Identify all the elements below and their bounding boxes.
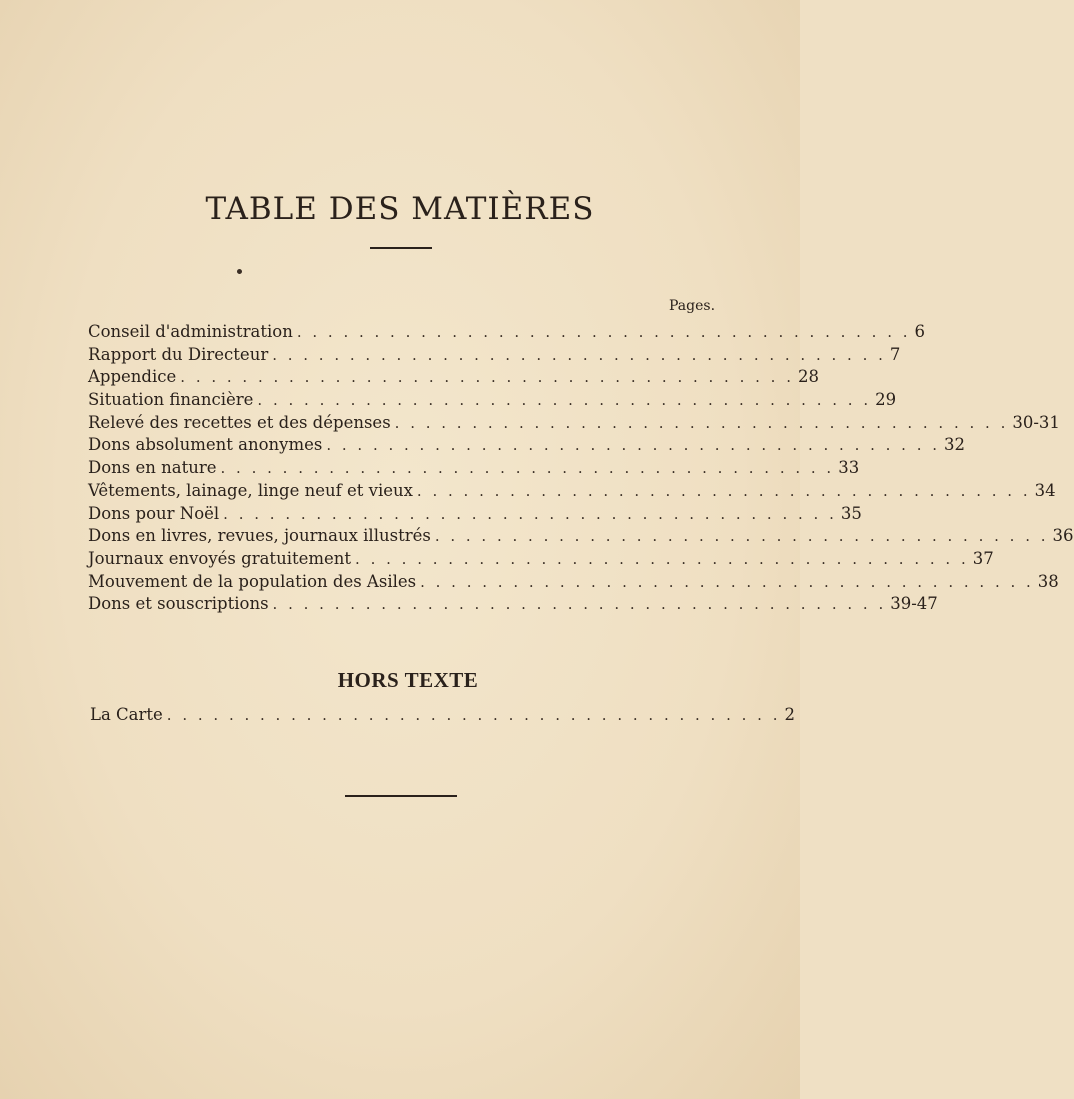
toc-entry-page: 33 [838, 458, 860, 478]
ink-speck [236, 268, 243, 275]
dot-leader: . . . . . . . . . . . . . . . . . . . . . . . . . . . . . . . . . . . . . . . . [416, 481, 1031, 500]
dot-leader: . . . . . . . . . . . . . . . . . . . . . . . . . . . . . . . . . . . . . . . . [355, 549, 969, 568]
toc-entry [90, 704, 795, 727]
toc-entry-page: 32 [944, 435, 966, 455]
dot-leader: . . . . . . . . . . . . . . . . . . . . . . . . . . . . . . . . . . . . . . . . [296, 323, 911, 341]
toc-entry-title: Conseil d'administration [88, 322, 293, 341]
toc-entry-title: Rapport du Directeur [88, 344, 269, 364]
toc-entry-title: Dons en nature [88, 458, 217, 478]
closing-rule [345, 795, 457, 797]
dot-leader: . . . . . . . . . . . . . . . . . . . . . . . . . . . . . . . . . . . . . . . . [420, 572, 1034, 591]
toc-entry-title: Mouvement de la population des Asiles [88, 571, 417, 591]
toc-entry [88, 434, 966, 457]
toc-entry [88, 389, 897, 412]
dot-leader: . . . . . . . . . . . . . . . . . . . . . . . . . . . . . . . . . . . . . . . . [257, 391, 872, 410]
dot-leader: . . . . . . . . . . . . . . . . . . . . . . . . . . . . . . . . . . . . . . . . [220, 459, 835, 478]
toc-entry-page: 28 [797, 367, 819, 387]
table-of-contents [88, 321, 1074, 616]
toc-entry-page: 36 [1052, 526, 1074, 546]
toc-entry [88, 412, 1060, 435]
dot-leader: . . . . . . . . . . . . . . . . . . . . . . . . . . . . . . . . . . . . . . . . [180, 368, 794, 387]
toc-entry-title: La Carte [90, 705, 163, 724]
dot-leader: . . . . . . . . . . . . . . . . . . . . . . . . . . . . . . . . . . . . . . . . [394, 413, 1009, 432]
toc-entry [88, 480, 1056, 503]
toc-entry-page: 29 [875, 390, 897, 410]
toc-entry-title: Dons en livres, revues, journaux illustrés [88, 526, 431, 546]
pages-column-header: Pages. [669, 298, 716, 314]
toc-entry-page: 30-31 [1012, 412, 1060, 432]
toc-entry-page: 34 [1034, 480, 1056, 500]
toc-entry [88, 344, 901, 367]
dot-leader: . . . . . . . . . . . . . . . . . . . . . . . . . . . . . . . . . . . . . . . . [272, 345, 886, 364]
page-title: TABLE DES MATIÈRES [205, 190, 595, 227]
toc-entry [88, 321, 926, 344]
toc-entry-page: 35 [840, 503, 862, 523]
toc-entry [88, 503, 862, 526]
toc-entry-title: Vêtements, lainage, linge neuf et vieux [88, 480, 413, 500]
dot-leader: . . . . . . . . . . . . . . . . . . . . . . . . . . . . . . . . . . . . . . . . [434, 527, 1049, 546]
toc-entry-title: Situation financière [88, 390, 254, 410]
toc-entry [88, 571, 1059, 594]
toc-entry [88, 548, 994, 571]
toc-entry-page: 37 [972, 548, 994, 568]
toc-entry-page: 38 [1037, 571, 1059, 591]
toc-entry-title: Appendice [88, 367, 177, 387]
dot-leader: . . . . . . . . . . . . . . . . . . . . . . . . . . . . . . . . . . . . . . . . [166, 706, 781, 724]
toc-entry-title: Dons pour Noël [88, 503, 220, 523]
hors-texte-heading: HORS TEXTE [337, 668, 479, 693]
toc-entry-page: 7 [889, 344, 901, 364]
dot-leader: . . . . . . . . . . . . . . . . . . . . . . . . . . . . . . . . . . . . . . . . [326, 436, 941, 455]
toc-entry-page: 2 [784, 705, 795, 724]
toc-entry-title: Relevé des recettes et des dépenses [88, 412, 391, 432]
hors-texte-list [90, 704, 795, 727]
toc-entry-title: Dons absolument anonymes [88, 435, 323, 455]
toc-entry [88, 366, 819, 389]
toc-entry-title: Dons et souscriptions [88, 594, 269, 614]
title-rule [370, 247, 432, 249]
toc-entry-title: Journaux envoyés gratuitement [88, 548, 352, 568]
toc-entry-page: 39-47 [890, 594, 938, 614]
dot-leader: . . . . . . . . . . . . . . . . . . . . . . . . . . . . . . . . . . . . . . . . [272, 595, 887, 614]
dot-leader: . . . . . . . . . . . . . . . . . . . . . . . . . . . . . . . . . . . . . . . . [223, 504, 837, 523]
toc-entry [88, 593, 938, 616]
toc-entry [88, 457, 860, 480]
toc-entry-page: 6 [914, 322, 926, 341]
toc-entry [88, 525, 1074, 548]
